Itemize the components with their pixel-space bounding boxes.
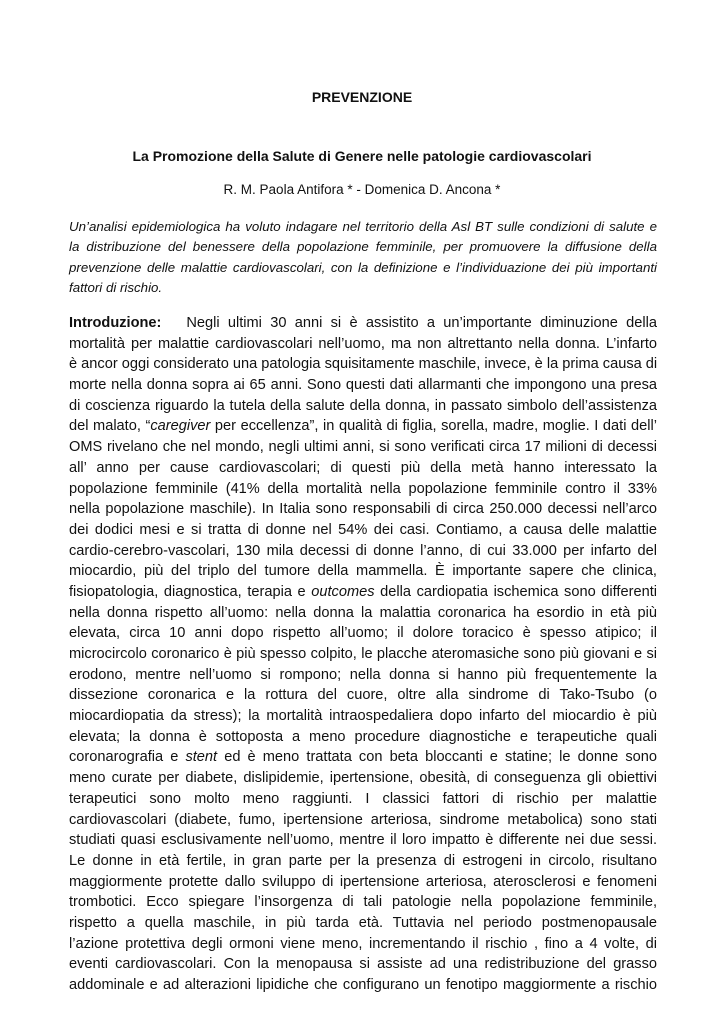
body-line: popolazione femminile (41% della mortalità nella popolazione femminile contro il 33% bbox=[69, 480, 657, 497]
body-line: miocardiopatia da stress); la mortalità intraospedaliera dopo infarto del miocardio è più bbox=[69, 708, 657, 725]
body-line bbox=[69, 747, 657, 768]
body-line: cardio-cerebro-vascolari, 130 mila decessi di donne l’anno, di cui 33.000 per infarto del bbox=[69, 542, 657, 559]
abstract-line: Un’analisi epidemiologica ha voluto indagare nel territorio della Asl BT sulle condizioni di salute e bbox=[69, 219, 657, 234]
abstract-paragraph bbox=[69, 217, 657, 298]
body-line: terapeutici sono molto meno raggiunti. I classici fattori di rischio per malattie bbox=[69, 790, 657, 807]
body-text-segment: della cardiopatia ischemica sono differenti bbox=[374, 583, 657, 600]
body-line: addominale e ad alterazioni lipidiche che configurano un fenotipo maggiormente a rischio bbox=[69, 977, 657, 993]
body-line: mortalità per malattie cardiovascolari nell’uomo, ma non altrettanto nella donna. L’infarto bbox=[69, 335, 657, 352]
body-line: dissezione coronarica e la rottura del cuore, oltre alla sindrome di Tako-Tsubo (o bbox=[69, 687, 657, 704]
body-line: trombotici. Ecco spiegare l’insorgenza di tali patologie nella popolazione femminile, bbox=[69, 894, 657, 911]
body-line bbox=[69, 416, 657, 437]
body-line: l’azione protettiva degli ormoni viene meno, incrementando il rischio , fino a 4 volte, di bbox=[69, 935, 657, 952]
introduction-label: Introduzione: bbox=[69, 315, 162, 331]
body-line: maggiormente protette dallo sviluppo di ipertensione arteriosa, aterosclerosi e fenomeni bbox=[69, 873, 657, 890]
body-line: miocardio, più del triplo del tumore della mammella. È importante sapere che clinica, bbox=[69, 563, 657, 580]
body-line bbox=[69, 582, 657, 603]
body-line: Le donne in età fertile, in gran parte per la presenza di estrogeni in circolo, risultano bbox=[69, 852, 657, 869]
body-line: eventi cardiovascolari. Con la menopausa si assiste ad una redistribuzione del grasso bbox=[69, 956, 657, 973]
body-line: nella popolazione maschile). In Italia sono responsabili di circa 250.000 decessi nell’arco bbox=[69, 501, 657, 518]
abstract-line: la distribuzione del benessere della popolazione femminile, per promuovere la diffusione della bbox=[69, 239, 657, 255]
page-title: PREVENZIONE bbox=[311, 89, 413, 105]
body-text-segment: coronarografia e bbox=[69, 749, 186, 766]
body-line: elevata, circa 10 anni dopo rispetto all’uomo; il dolore toracico è spesso atipico; il bbox=[69, 625, 657, 642]
article-subtitle: La Promozione della Salute di Genere nelle patologie cardiovascolari bbox=[132, 148, 592, 164]
body-line: dei dodici mesi e si tratta di donne nel 54% dei casi. Contiamo, a causa delle malattie bbox=[69, 521, 657, 538]
emphasized-term: stent bbox=[185, 749, 218, 766]
body-text-segment: Negli ultimi 30 anni si è assistito a un’importante diminuzione della bbox=[186, 315, 657, 331]
body-line: morte nella donna sopra ai 65 anni. Sono questi dati allarmanti che impongono una presa bbox=[69, 377, 657, 394]
body-line: di coscienza riguardo la tutela della salute della donna, in passato simbolo dell’assistenza bbox=[69, 397, 657, 414]
body-line: meno curate per diabete, dislipidemie, ipertensione, obesità, di conseguenza gli obiettivi bbox=[69, 770, 657, 787]
body-line: all’ anno per cause cardiovascolari; di questi più della metà hanno interessato la bbox=[69, 459, 657, 476]
body-line: OMS rivelano che nel mondo, negli ultimi anni, si sono verificati circa 17 milioni di decessi bbox=[69, 439, 657, 456]
body-line: rispetto a quella maschile, in più tarda età. Tuttavia nel periodo postmenopausale bbox=[69, 914, 657, 931]
body-line: cardiovascolari (diabete, fumo, ipertensione arteriosa, sindrome metabolica) sono stati bbox=[69, 811, 657, 828]
body-text-segment: per eccellenza”, in qualità di figlia, sorella, madre, moglie. I dati dell’ bbox=[210, 418, 657, 435]
body-text-segment: ed è meno trattata con beta bloccanti e statine; le donne sono bbox=[217, 749, 657, 766]
body-text-segment: del malato, “ bbox=[69, 418, 151, 435]
abstract-line: fattori di rischio. bbox=[69, 279, 163, 295]
body-line bbox=[69, 313, 657, 334]
authors-line: R. M. Paola Antifora * - Domenica D. Ancona * bbox=[223, 182, 501, 197]
abstract-line: prevenzione delle malattie cardiovascolari, con la definizione e l’individuazione dei più importanti bbox=[69, 259, 657, 275]
emphasized-term: caregiver bbox=[150, 418, 211, 435]
body-text-segment: fisiopatologia, diagnostica, terapia e bbox=[69, 583, 312, 600]
body-line: elevata; la donna è sottoposta a meno procedure diagnostiche e terapeutiche quali bbox=[69, 728, 657, 745]
body-line: nella donna rispetto all’uomo: nella donna la malattia coronarica ha esordio in età più bbox=[69, 604, 657, 621]
body-line: microcircolo coronarico è più spesso colpito, le placche ateromasiche sono più giovani e si bbox=[69, 646, 657, 662]
body-line: erodono, mentre nell’uomo si rompono; nella donna si hanno più frequentemente la bbox=[69, 666, 657, 683]
body-line: studiati quasi esclusivamente nell’uomo, mentre il loro impatto è differente nei due sessi. bbox=[69, 832, 657, 849]
emphasized-term: outcomes bbox=[311, 583, 375, 600]
body-line: è ancor oggi considerato una patologia squisitamente maschile, invece, è la prima causa di bbox=[69, 356, 658, 373]
introduction-paragraph bbox=[69, 313, 657, 996]
